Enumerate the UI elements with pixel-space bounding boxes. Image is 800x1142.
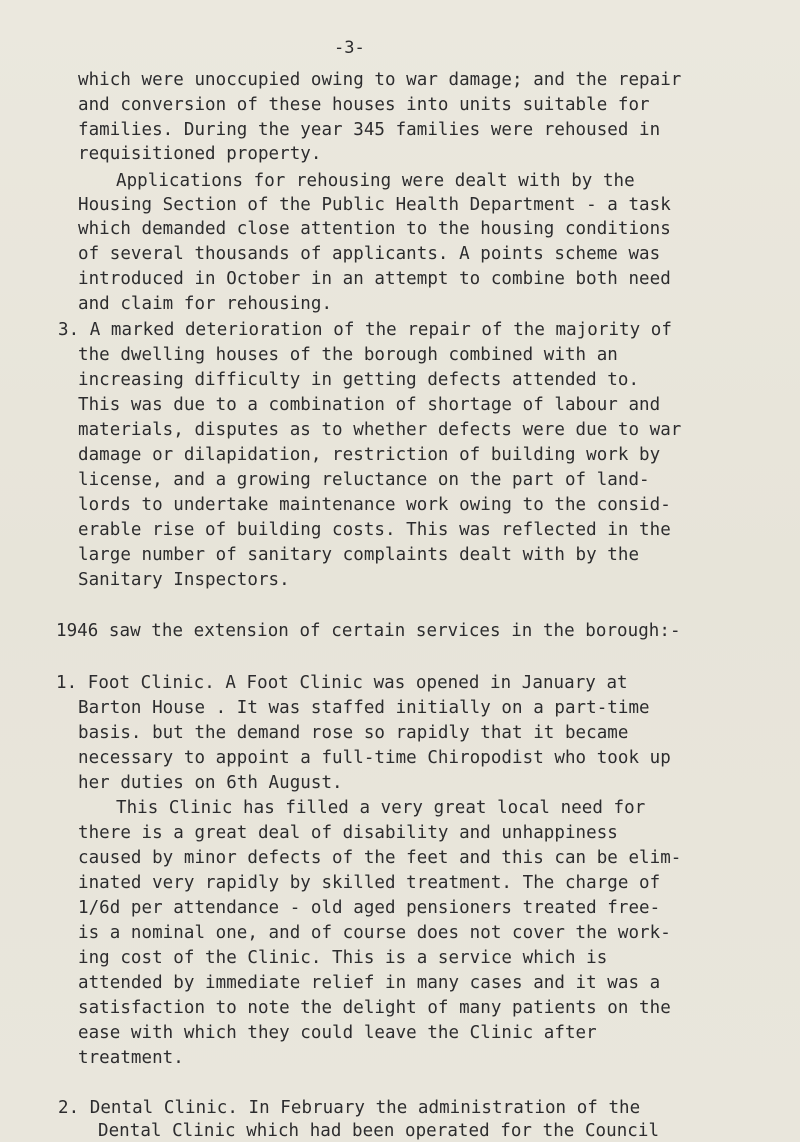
text-line: Applications for rehousing were dealt with by the: [116, 171, 635, 191]
text-line: Dental Clinic which had been operated for the Council: [98, 1121, 660, 1141]
text-line: This Clinic has filled a very great local need for: [116, 798, 646, 818]
text-line: Barton House . It was staffed initially on a part-time: [78, 698, 650, 718]
text-line: requisitioned property.: [78, 144, 322, 164]
text-line: 2. Dental Clinic. In February the administration of the: [58, 1098, 641, 1118]
text-line: lords to undertake maintenance work owing to the consid-: [78, 495, 671, 515]
text-line: satisfaction to note the delight of many patients on the: [78, 998, 671, 1018]
text-line: damage or dilapidation, restriction of building work by: [78, 445, 661, 465]
text-line: which demanded close attention to the housing conditions: [78, 219, 671, 239]
text-line: her duties on 6th August.: [78, 773, 343, 793]
text-line: increasing difficulty in getting defects attended to.: [78, 370, 640, 390]
text-line: inated very rapidly by skilled treatment. The charge of: [78, 873, 661, 893]
text-line: materials, disputes as to whether defects were due to war: [78, 420, 682, 440]
text-line: the dwelling houses of the borough combined with an: [78, 345, 618, 365]
text-line: large number of sanitary complaints dealt with by the: [78, 545, 640, 565]
text-line: This was due to a combination of shortage of labour and: [78, 395, 661, 415]
text-line: which were unoccupied owing to war damage; and the repair: [78, 70, 682, 90]
text-line: license, and a growing reluctance on the part of land-: [78, 470, 650, 490]
text-line: erable rise of building costs. This was reflected in the: [78, 520, 671, 540]
text-line: of several thousands of applicants. A points scheme was: [78, 244, 661, 264]
text-line: caused by minor defects of the feet and this can be elim-: [78, 848, 682, 868]
text-line: Sanitary Inspectors.: [78, 570, 290, 590]
text-line: introduced in October in an attempt to combine both need: [78, 269, 671, 289]
page-number: -3-: [334, 38, 365, 58]
text-line: is a nominal one, and of course does not cover the work-: [78, 923, 671, 943]
text-line: and conversion of these houses into units suitable for: [78, 95, 650, 115]
text-line: necessary to appoint a full-time Chiropodist who took up: [78, 748, 671, 768]
text-line: families. During the year 345 families were rehoused in: [78, 120, 661, 140]
text-line: ing cost of the Clinic. This is a service which is: [78, 948, 608, 968]
text-line: treatment.: [78, 1048, 184, 1068]
text-line: 1946 saw the extension of certain services in the borough:-: [56, 621, 681, 641]
text-line: 1/6d per attendance - old aged pensioners treated free-: [78, 898, 661, 918]
text-line: ease with which they could leave the Clinic after: [78, 1023, 597, 1043]
text-line: and claim for rehousing.: [78, 294, 333, 314]
text-line: attended by immediate relief in many cases and it was a: [78, 973, 661, 993]
text-line: 3. A marked deterioration of the repair of the majority of: [58, 320, 672, 340]
text-line: 1. Foot Clinic. A Foot Clinic was opened in January at: [56, 673, 628, 693]
text-line: there is a great deal of disability and unhappiness: [78, 823, 618, 843]
text-line: basis. but the demand rose so rapidly that it became: [78, 723, 629, 743]
text-line: Housing Section of the Public Health Department - a task: [78, 195, 671, 215]
